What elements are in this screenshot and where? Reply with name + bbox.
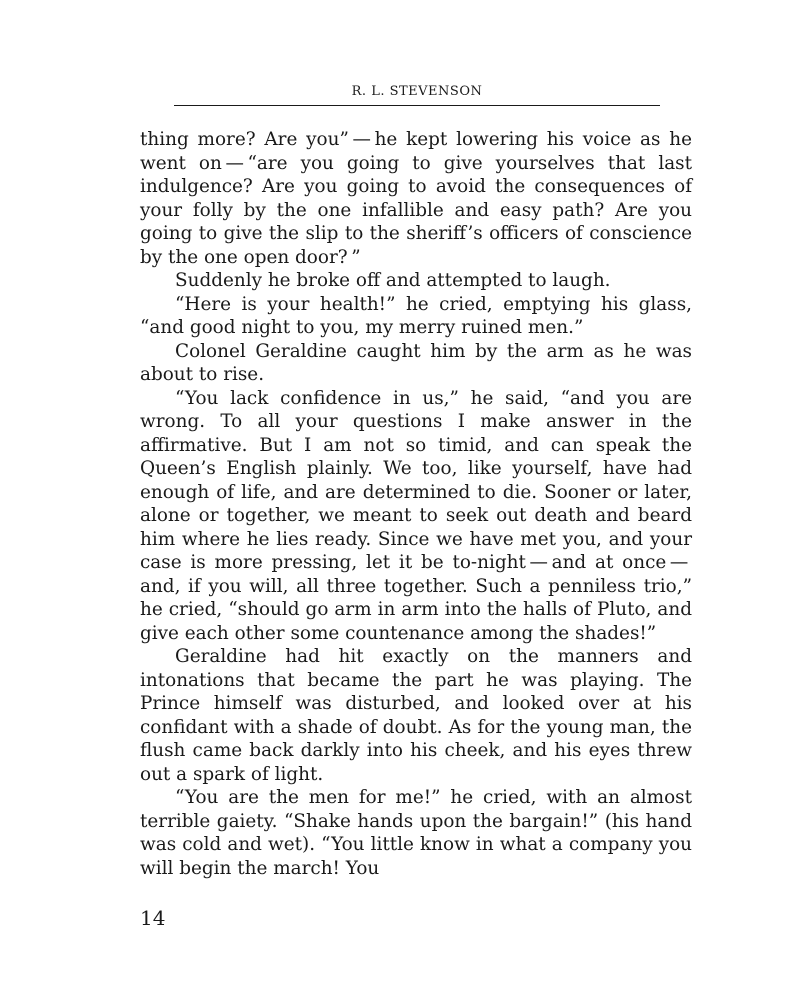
paragraph: “You lack confidence in us,” he said, “and you are wrong. To all your questions I make answer in the affirmative. But I am not so timid, and can speak the Queen’s English plainly. We too, like yourself, have had enough of life, and are determined to die. Sooner or later, alone or together, we meant to seek out death and beard him where he lies ready. Since we have met you, and your case is more pressing, let it be to-night — and at once — and, if you will, all three together. Such a penniless trio,” he cried, “should go arm in arm into the halls of Pluto, and give each other some countenance among the shades!”	[140, 387, 692, 644]
paragraph: “Here is your health!” he cried, emptying his glass, “and good night to you, my merry ruined men.”	[140, 293, 692, 338]
paragraph-continuation: thing more? Are you” — he kept lowering his voice as he went on — “are you going to give yourselves that last indulgence? Are you going to avoid the consequences of your folly by the one infallible and easy path? Are you going to give the slip to the sheriff’s officers of conscience by the one open door? ”	[140, 129, 692, 268]
header-rule	[174, 105, 660, 106]
running-head: R. L. STEVENSON	[351, 84, 483, 99]
paragraph: Colonel Geraldine caught him by the arm as he was about to rise.	[140, 340, 692, 385]
body-text	[140, 128, 692, 880]
paragraph: Suddenly he broke off and attempted to laugh.	[175, 270, 611, 291]
paragraph: “You are the men for me!” he cried, with an almost terrible gaiety. “Shake hands upon the bargain!” (his hand was cold and wet). “You little know in what a company you will begin the march! You	[140, 787, 692, 879]
paragraph: Geraldine had hit exactly on the manners and intonations that became the part he was playing. The Prince himself was disturbed, and looked over at his confidant with a shade of doubt. As for the young man, the flush came back darkly into his cheek, and his eyes threw out a spark of light.	[140, 646, 692, 785]
page-number: 14	[140, 906, 166, 930]
